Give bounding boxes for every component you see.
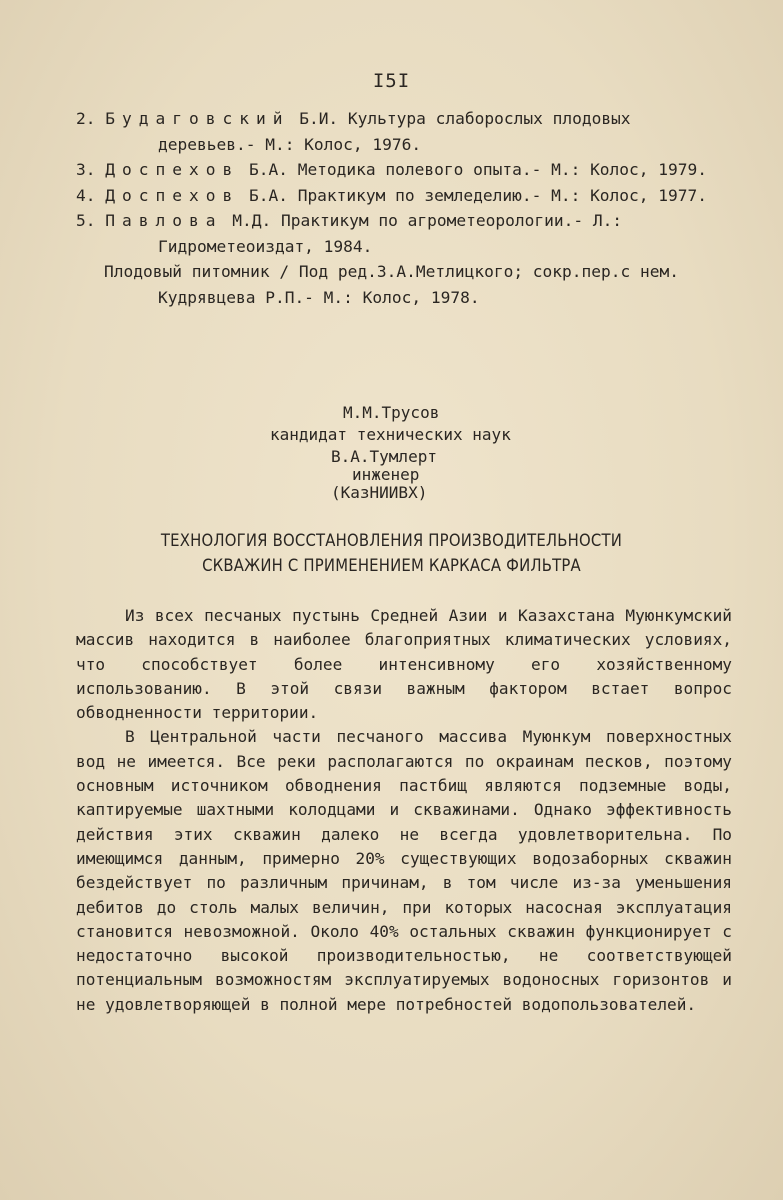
reference-number: 3. bbox=[76, 160, 96, 179]
reference-author: Доспехов bbox=[105, 160, 240, 179]
reference-item bbox=[76, 183, 736, 209]
reference-text: Б.А. Практикум по земледелию.- М.: Колос, 1977. bbox=[239, 185, 708, 205]
reference-text: Б.И. Культура слаборослых плодовых деревьев.- М.: Колос, 1976. bbox=[158, 109, 631, 154]
reference-text: Б.А. Методика полевого опыта.- М.: Колос, 1979. bbox=[239, 160, 708, 179]
reference-item bbox=[76, 157, 736, 183]
author-affiliation: (КазНИИВХ) bbox=[331, 483, 428, 502]
reference-list bbox=[76, 106, 736, 310]
body-paragraph: Из всех песчаных пустынь Средней Азии и Казахстана Муюнкумский массив находится в наиболее благоприятных климатических условиях, что способствует более интенсивному его хозяйственному использованию. В этой связи важным фактором встает вопрос обводненности территории. bbox=[76, 606, 732, 723]
reference-author: Павлова bbox=[105, 211, 223, 230]
author-name: М.М.Трусов bbox=[343, 403, 440, 422]
author-position: инженер bbox=[352, 465, 420, 484]
article-title-line: ТЕХНОЛОГИЯ ВОССТАНОВЛЕНИЯ ПРОИЗВОДИТЕЛЬНОСТИ bbox=[160, 531, 623, 550]
reference-item bbox=[76, 259, 736, 310]
author-block bbox=[0, 402, 783, 504]
reference-author: Доспехов bbox=[105, 185, 240, 205]
page-number: I5I bbox=[372, 70, 411, 92]
reference-text: Плодовый питомник / Под ред.З.А.Метлицкого; сокр.пер.с нем. Кудрявцева Р.П.- М.: Колос, 1978. bbox=[104, 262, 679, 307]
reference-number: 2. bbox=[76, 109, 96, 128]
reference-text: М.Д. Практикум по агрометеорологии.- Л.: Гидрометеоиздат, 1984. bbox=[158, 211, 623, 256]
reference-number: 4. bbox=[76, 185, 96, 205]
body-paragraph: В Центральной части песчаного массива Муюнкум поверхностных вод не имеется. Все реки располагаются по окраинам песков, поэтому основным источником обводнения пастбищ являются подземные воды, каптируемые шахтными колодцами и скважинами. Однако эффективность действия этих скважин далеко не всегда удовлетворительна. По имеющимся данным, примерно 20% существующих водозаборных скважин бездействует по различным причинам, в том числе из-за уменьшения дебитов до столь малых величин, при которых насосная эксплуатация становится невозможной. Около 40% остальных скважин функционирует с недостаточно высокой производительностью, не соответствующей потенциальным возможностям эксплуатируемых водоносных горизонтов и не удовлетворяющей в полной мере потребностей водопользователей. bbox=[76, 727, 732, 1014]
reference-number: 5. bbox=[76, 211, 96, 230]
author-degree: кандидат технических наук bbox=[270, 425, 511, 444]
reference-author: Будаговский bbox=[105, 109, 290, 128]
reference-item bbox=[76, 106, 736, 157]
reference-item bbox=[76, 208, 736, 259]
article-title-line: СКВАЖИН С ПРИМЕНЕНИЕМ КАРКАСА ФИЛЬТРА bbox=[202, 556, 581, 575]
article-body bbox=[76, 604, 732, 1017]
author-name: В.А.Тумлерт bbox=[331, 447, 437, 466]
article-title bbox=[0, 528, 783, 578]
